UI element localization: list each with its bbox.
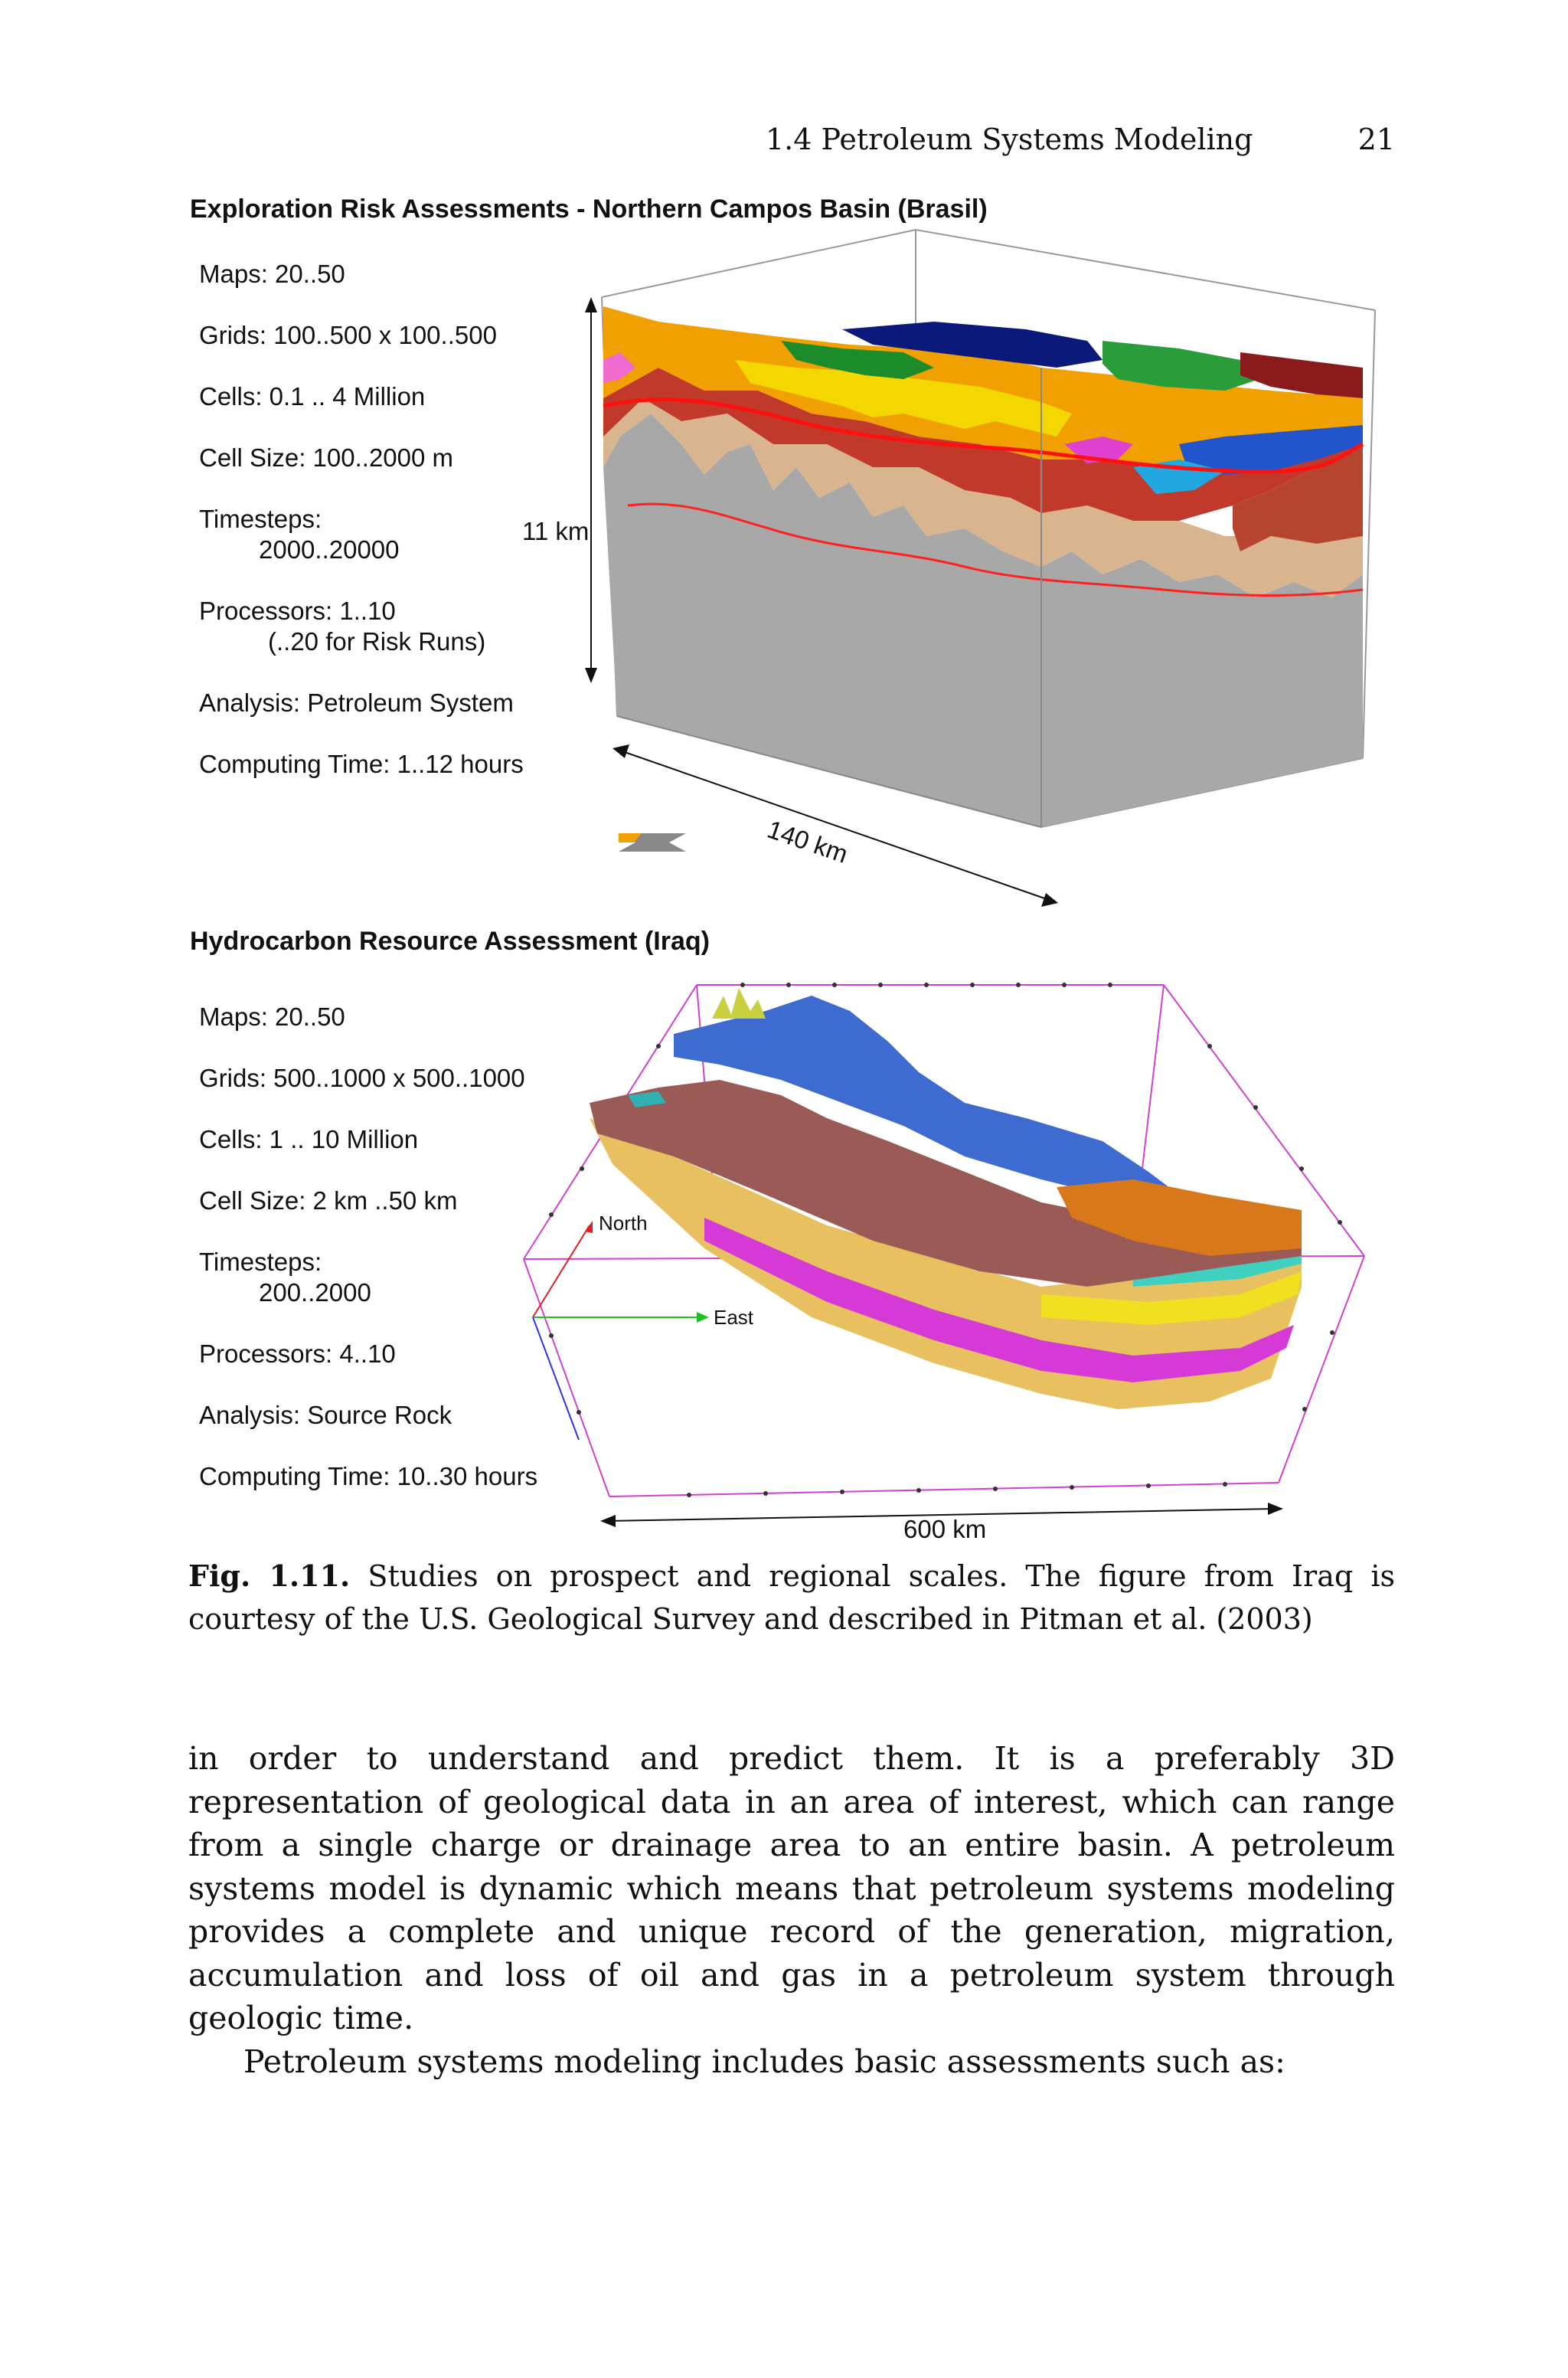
panel1-depth-label: 11 km [522, 517, 590, 545]
panel2-spec-processors: Processors: 4..10 [199, 1339, 396, 1368]
panel2-east-label: East [714, 1306, 754, 1329]
body-paragraph-2: Petroleum systems modeling includes basic assessments such as: [243, 2043, 1285, 2080]
body-paragraph-1: in order to understand and predict them. It is a preferably 3D representation of geological data in an area of interest, which can range from a single charge or drainage area to an entire basin. A petroleum systems model is dynamic which means that petroleum systems modeling provides a complete and unique record of the generation, migration, accumulation and loss of oil and gas in a petroleum system through geologic time. [188, 1740, 1395, 2036]
panel2-spec-timesteps [199, 1247, 371, 1308]
panel1-basin-model [505, 214, 1409, 919]
panel1-spec-timesteps-label: Timesteps: [199, 505, 322, 533]
panel2-spec-analysis: Analysis: Source Rock [199, 1401, 452, 1429]
panel2-spec-cellsize: Cell Size: 2 km ..50 km [199, 1186, 458, 1215]
body-text [188, 1737, 1395, 2083]
panel1-title: Exploration Risk Assessments - Northern Campos Basin (Brasil) [190, 195, 988, 224]
panel1-spec-maps: Maps: 20..50 [199, 260, 345, 288]
panel1-width-label: 140 km [763, 814, 852, 868]
figure-caption-text: Studies on prospect and regional scales. The figure from Iraq is courtesy of the U.S. Geological Survey and described in Pitman et al. (2003) [188, 1559, 1395, 1636]
panel2-east-arrow [533, 1312, 709, 1323]
panel2-spec-maps: Maps: 20..50 [199, 1003, 345, 1031]
panel1-spec-timesteps [199, 504, 400, 565]
panel1-software-logo [619, 833, 686, 852]
section-title: 1.4 Petroleum Systems Modeling [766, 123, 1253, 156]
panel1-spec-grids: Grids: 100..500 x 100..500 [199, 321, 497, 349]
panel1-spec-processors-label: Processors: 1..10 [199, 597, 396, 625]
panel1-spec-processors-note: (..20 for Risk Runs) [268, 627, 486, 656]
panel2-north-arrow [533, 1221, 593, 1317]
panel2-surface-peaks [712, 988, 766, 1019]
panel1-spec-processors [199, 596, 485, 657]
panel1-spec-cells: Cells: 0.1 .. 4 Million [199, 382, 426, 411]
page-number: 21 [1357, 123, 1395, 156]
panel1-spec-cellsize: Cell Size: 100..2000 m [199, 443, 454, 472]
panel1-spec-timesteps-value: 2000..20000 [259, 535, 400, 564]
panel2-width-label: 600 km [903, 1515, 987, 1543]
panel2-down-arrow [533, 1317, 579, 1440]
figure-caption [188, 1555, 1395, 1640]
panel2-spec-grids: Grids: 500..1000 x 500..1000 [199, 1064, 525, 1092]
panel2-spec-timesteps-value: 200..2000 [259, 1278, 371, 1307]
panel1-depth-arrow [585, 297, 597, 683]
panel2-spec-cells: Cells: 1 .. 10 Million [199, 1125, 419, 1153]
figure-label: Fig. 1.11. [188, 1559, 351, 1593]
panel1-spec-analysis: Analysis: Petroleum System [199, 689, 514, 717]
panel2-regional-model [505, 965, 1409, 1547]
panel2-title: Hydrocarbon Resource Assessment (Iraq) [190, 927, 710, 956]
panel2-spec-timesteps-label: Timesteps: [199, 1248, 322, 1276]
panel1-spec-computing: Computing Time: 1..12 hours [199, 750, 524, 778]
panel2-north-label: North [599, 1212, 648, 1235]
panel2-spec-computing: Computing Time: 10..30 hours [199, 1462, 538, 1490]
running-head [766, 123, 1395, 156]
